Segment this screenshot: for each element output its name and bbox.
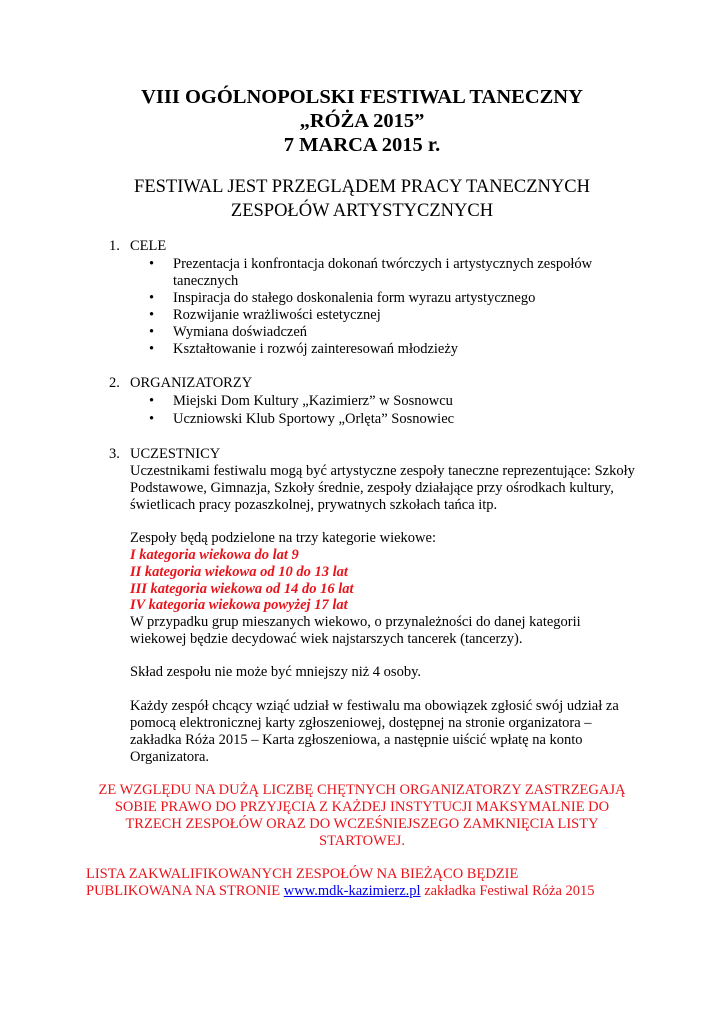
limit-notice-line: TRZECH ZESPOŁÓW ORAZ DO WCZEŚNIEJSZEGO ZAMKNIĘCIA LISTY (125, 816, 599, 832)
subtitle-line-1: FESTIWAL JEST PRZEGLĄDEM PRACY TANECZNYCH (134, 177, 590, 197)
website-link[interactable]: www.mdk-kazimierz.pl (283, 883, 421, 899)
participants-paragraph: Podstawowe, Gimnazja, Szkoły średnie, zespoły działające przy ośrodkach kultury, (130, 480, 614, 496)
list-item: Inspiracja do stałego doskonalenia form wyrazu artystycznego (173, 290, 536, 306)
subtitle-line-2: ZESPOŁÓW ARTYSTYCZNYCH (230, 201, 494, 221)
festival-date: 7 MARCA 2015 r. (283, 134, 441, 156)
participants-paragraph: Uczestnikami festiwalu mogą być artystyczne zespoły taneczne reprezentujące: Szkoły (130, 463, 635, 479)
section-heading-uczestnicy: UCZESTNICY (130, 446, 221, 462)
participants-paragraph: świetlicach pracy pozaszkolnej, prywatnych szkołach tańca itp. (130, 497, 498, 513)
festival-title: VIII OGÓLNOPOLSKI FESTIWAL TANECZNY (141, 86, 583, 108)
min-size-text: Skład zespołu nie może być mniejszy niż 4 osoby. (130, 664, 422, 680)
list-item: Miejski Dom Kultury „Kazimierz” w Sosnowcu (173, 393, 453, 409)
list-item: Uczniowski Klub Sportowy „Orlęta” Sosnowiec (173, 411, 455, 427)
list-item: Kształtowanie i rozwój zainteresowań młodzieży (173, 341, 459, 357)
age-category: IV kategoria wiekowa powyżej 17 lat (130, 597, 348, 613)
list-item: Prezentacja i konfrontacja dokonań twórczych i artystycznych zespołów (173, 256, 593, 272)
section-number: 3. (109, 446, 120, 462)
categories-intro: Zespoły będą podzielone na trzy kategorie wiekowe: (130, 530, 436, 546)
bullet-icon: • (149, 290, 155, 306)
list-notice-line-1: LISTA ZAKWALIFIKOWANYCH ZESPOŁÓW NA BIEŻĄCO BĘDZIE (86, 866, 519, 882)
mixed-groups-text: W przypadku grup mieszanych wiekowo, o przynależności do danej kategorii (130, 614, 581, 630)
bullet-icon: • (149, 324, 155, 340)
age-category: I kategoria wiekowa do lat 9 (130, 547, 299, 563)
mixed-groups-text: wiekowej będzie decydować wiek najstarszych tancerek (tancerzy). (130, 631, 523, 647)
section-heading-organizatorzy: ORGANIZATORZY (130, 375, 253, 391)
age-category: II kategoria wiekowa od 10 do 13 lat (130, 564, 348, 580)
section-number: 1. (109, 238, 120, 254)
limit-notice-line: ZE WZGLĘDU NA DUŻĄ LICZBĘ CHĘTNYCH ORGANIZATORZY ZASTRZEGAJĄ (98, 782, 626, 798)
registration-text: Każdy zespół chcący wziąć udział w festiwalu ma obowiązek zgłosić swój udział za (130, 698, 619, 714)
limit-notice-line: STARTOWEJ. (319, 833, 405, 849)
limit-notice-line: SOBIE PRAWO DO PRZYJĘCIA Z KAŻDEJ INSTYTUCJI MAKSYMALNIE DO (114, 799, 610, 815)
bullet-icon: • (149, 341, 155, 357)
list-notice-prefix: PUBLIKOWANA NA STRONIE (86, 883, 281, 899)
list-item: Wymiana doświadczeń (173, 324, 308, 340)
bullet-icon: • (149, 256, 155, 272)
festival-name: „RÓŻA 2015” (299, 110, 425, 132)
registration-text: pomocą elektronicznej karty zgłoszeniowej, dostępnej na stronie organizatora – (130, 715, 592, 731)
list-notice-line-2 (86, 883, 595, 900)
list-notice-suffix: zakładka Festiwal Róża 2015 (424, 883, 595, 899)
registration-text: zakładka Róża 2015 – Karta zgłoszeniowa, a następnie uiścić wpłatę na konto (130, 732, 583, 748)
bullet-icon: • (149, 307, 155, 323)
registration-text: Organizatora. (130, 749, 210, 765)
bullet-icon: • (149, 393, 155, 409)
section-number: 2. (109, 375, 120, 391)
bullet-icon: • (149, 411, 155, 427)
list-item-continuation: tanecznych (173, 273, 239, 289)
section-heading-cele: CELE (130, 238, 167, 254)
list-item: Rozwijanie wrażliwości estetycznej (173, 307, 381, 323)
age-category: III kategoria wiekowa od 14 do 16 lat (130, 581, 354, 597)
